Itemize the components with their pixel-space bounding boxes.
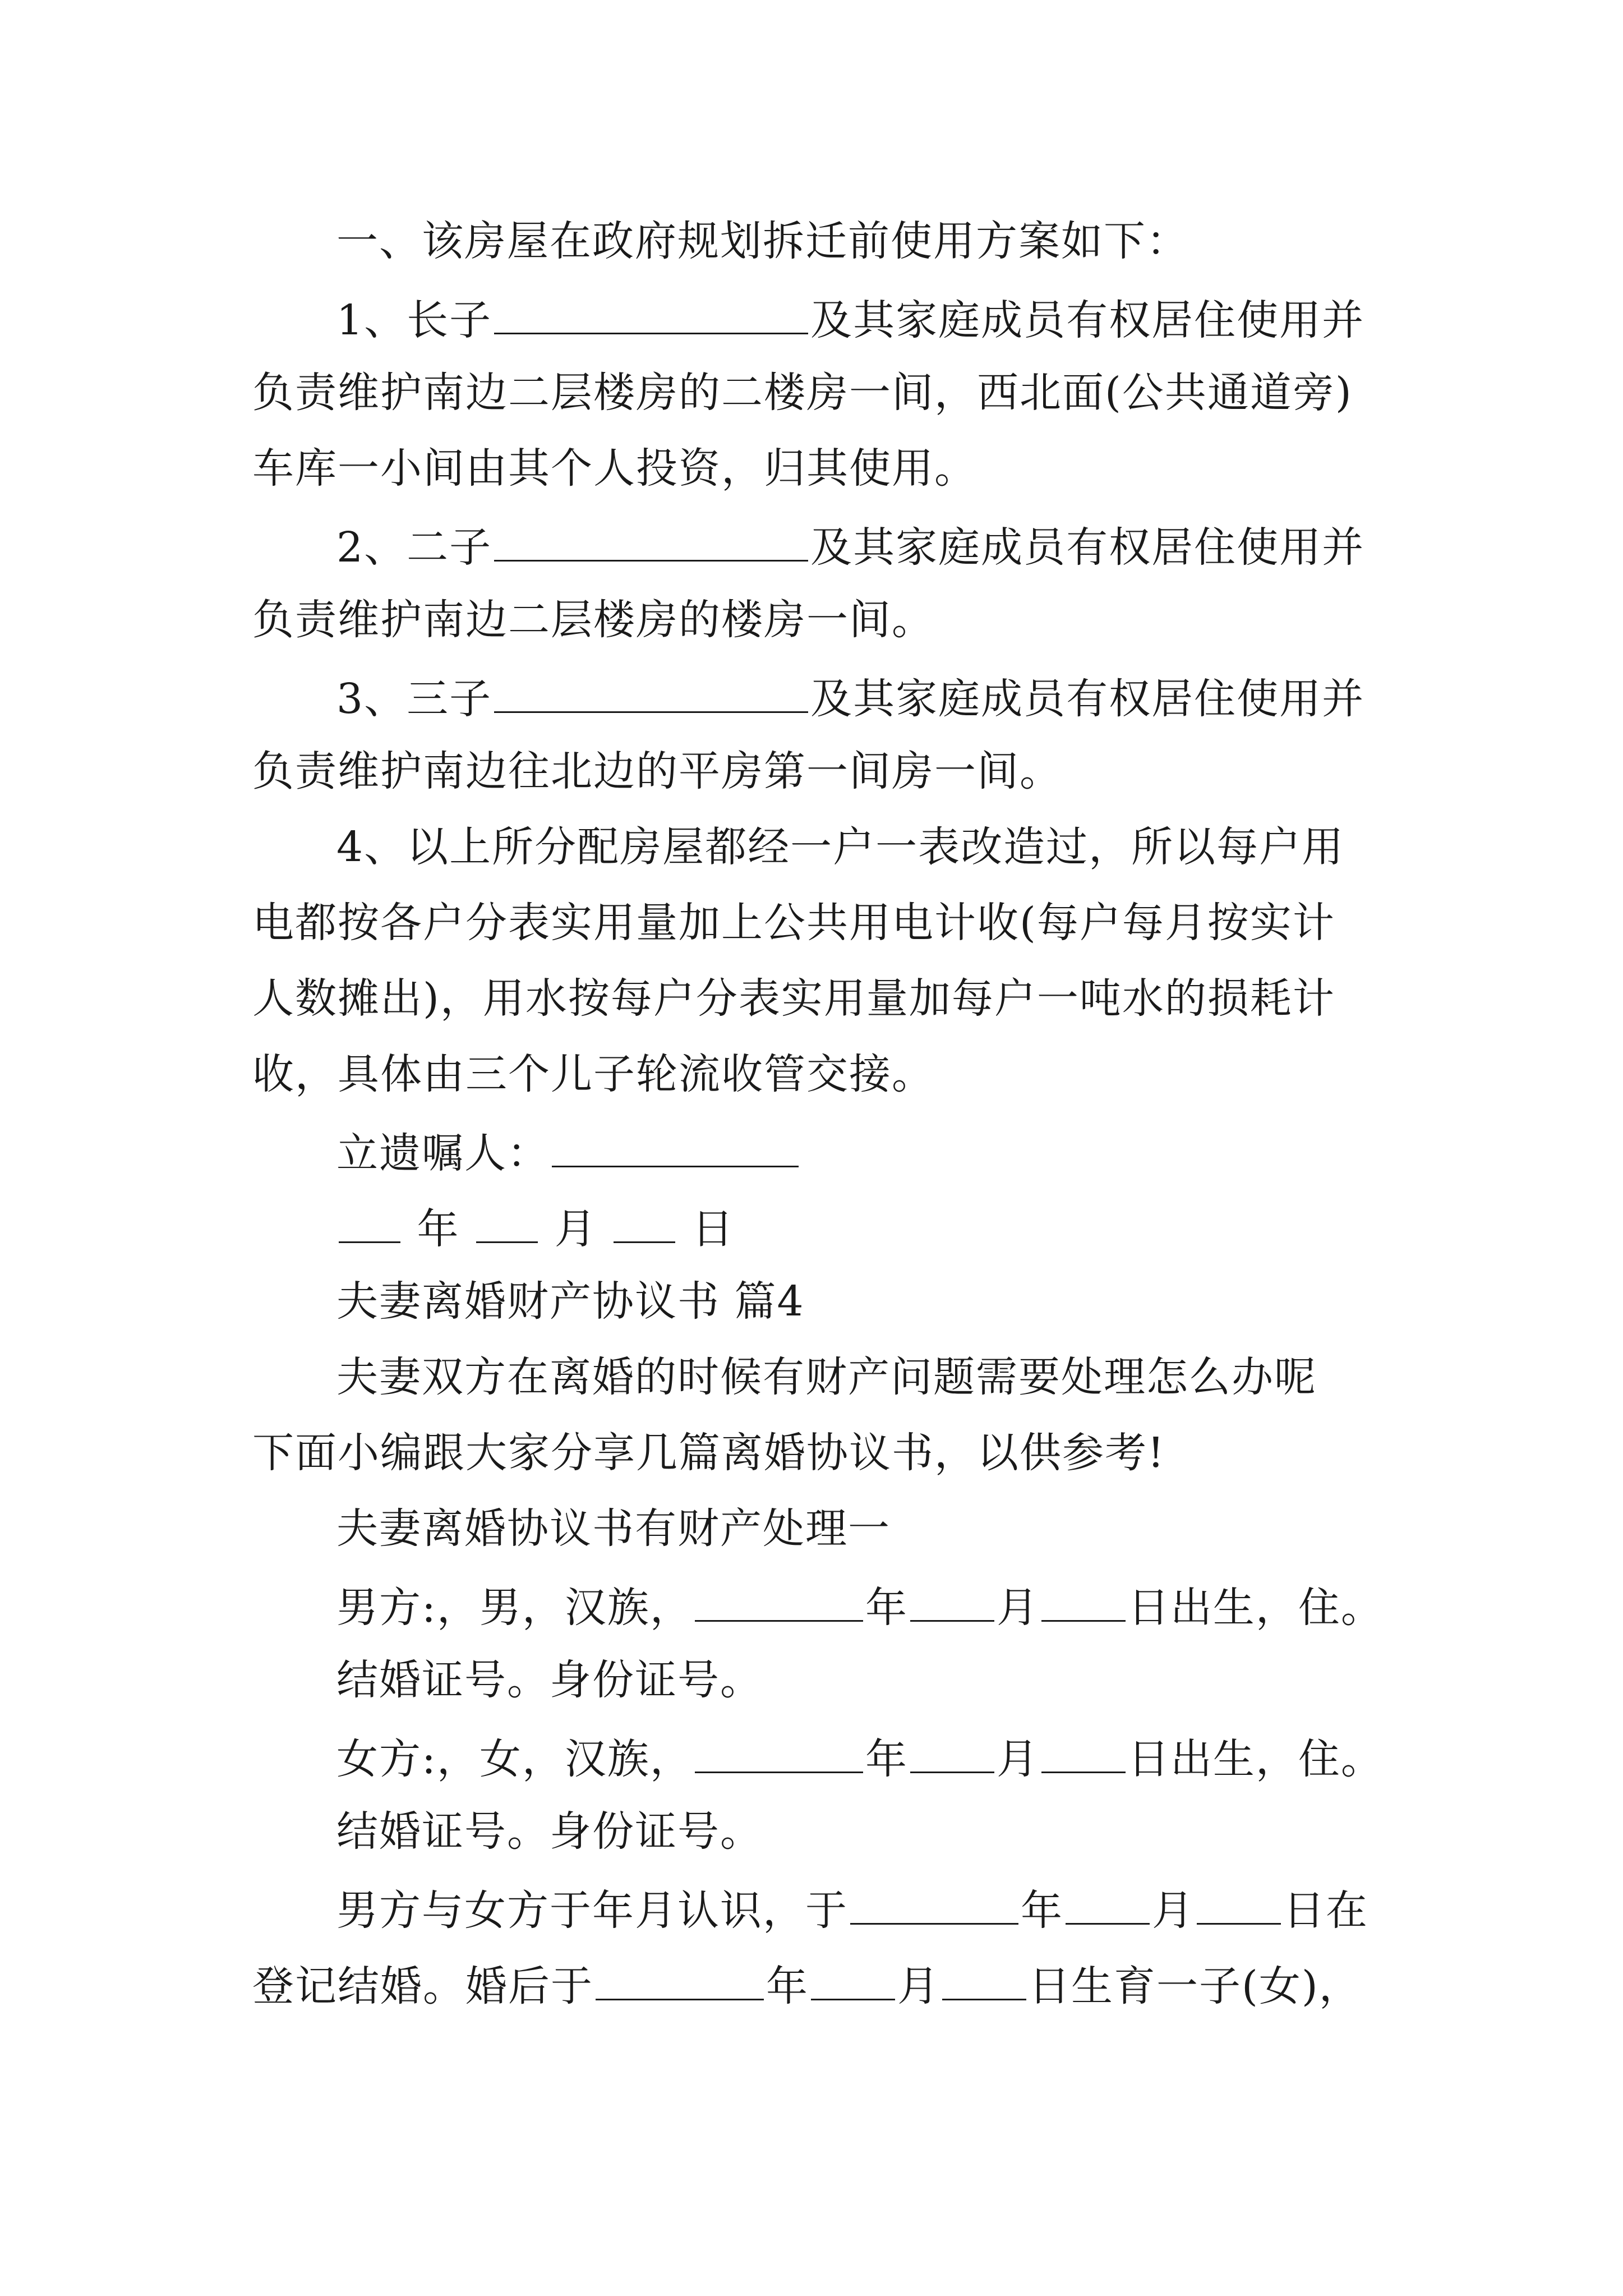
fill-in-blank [942,1955,1026,2000]
fill-in-blank [910,1576,994,1622]
line-text: 3、三子 [336,675,492,723]
text-line-1 [336,213,1189,269]
text-line-8 [252,743,1062,799]
line-text: 电都按各户分表实用量加上公共用电计收(每户每月按实计 [252,899,1335,947]
text-line-24 [252,1955,1362,2014]
text-line-20 [336,1652,763,1708]
line-text: 负责维护南边二层楼房的二楼房一间，西北面(公共通道旁) [252,369,1353,417]
line-text: 及其家庭成员有权居住使用并 [810,675,1365,723]
text-line-18 [336,1501,891,1557]
text-line-14 [336,1198,735,1257]
text-line-10 [252,895,1335,951]
fill-in-blank [811,1955,895,2000]
line-text: 月 [996,1584,1039,1632]
line-text: 1、长子 [336,296,492,344]
line-text: 日生育一子(女)， [1029,1962,1362,2010]
fill-in-blank [1041,1728,1126,1773]
text-line-5 [336,516,1364,576]
text-line-15 [336,1273,805,1329]
line-text: 年 [865,1584,908,1632]
fill-in-blank [476,1198,538,1243]
line-text: 月 [996,1735,1039,1783]
fill-in-blank [1041,1576,1126,1622]
text-line-9 [336,819,1344,875]
line-text: 及其家庭成员有权居住使用并 [810,296,1365,344]
text-line-21 [336,1728,1384,1787]
line-text: 女方:，女，汉族， [336,1735,693,1783]
line-text: 立遗嘱人： [336,1129,550,1177]
text-line-6 [252,592,934,648]
text-line-4 [252,440,977,496]
fill-in-blank [695,1728,863,1773]
line-text: 夫妻离婚协议书有财产处理一 [336,1504,891,1553]
line-text: 人数摊出)，用水按每户分表实用量加每户一吨水的损耗计 [252,974,1335,1023]
fill-in-blank [596,1955,764,2000]
fill-in-blank [695,1576,863,1622]
line-text: 日出生，住。 [1127,1735,1384,1783]
fill-in-blank [494,289,808,334]
line-text: 负责维护南边往北边的平房第一间房一间。 [252,747,1062,795]
text-line-12 [252,1046,934,1102]
line-text: 负责维护南边二层楼房的楼房一间。 [252,596,934,644]
line-text: 男方与女方于年月认识，于 [336,1887,848,1935]
line-text: 男方:，男，汉族， [336,1584,693,1632]
line-text: 下面小编跟大家分享几篇离婚协议书，以供参考! [252,1429,1165,1477]
fill-in-blank [850,1879,1018,1925]
line-text: 日在 [1283,1887,1368,1935]
fill-in-blank [910,1728,994,1773]
fill-in-blank [1197,1879,1281,1925]
text-line-22 [336,1803,763,1860]
text-line-3 [252,365,1353,421]
text-line-2 [336,289,1364,348]
line-text: 月 [897,1962,940,2010]
line-text: 日 [677,1205,735,1253]
line-text: 结婚证号。身份证号。 [336,1656,763,1704]
line-text: 年 [403,1205,474,1253]
text-line-13 [336,1122,801,1181]
line-text: 收，具体由三个儿子轮流收管交接。 [252,1050,934,1098]
fill-in-blank [494,668,808,713]
fill-in-blank [1066,1879,1150,1925]
line-text: 2、二子 [336,523,492,572]
text-line-11 [252,970,1335,1027]
line-text: 夫妻离婚财产协议书 篇4 [336,1277,805,1326]
text-line-19 [336,1576,1384,1636]
text-line-17 [252,1425,1165,1481]
line-text: 年 [865,1735,908,1783]
text-line-16 [336,1349,1317,1405]
text-line-7 [336,668,1364,727]
line-text: 车库一小间由其个人投资，归其使用。 [252,444,977,493]
line-text: 月 [1152,1887,1195,1935]
line-text: 一、该房屋在政府规划拆迁前使用方案如下： [336,217,1189,265]
line-text: 年 [766,1962,809,2010]
line-text: 日出生，住。 [1127,1584,1384,1632]
line-text: 月 [540,1205,612,1253]
fill-in-blank [552,1122,799,1167]
fill-in-blank [339,1198,400,1243]
line-text: 夫妻双方在离婚的时候有财产问题需要处理怎么办呢 [336,1353,1317,1401]
line-text: 及其家庭成员有权居住使用并 [810,523,1365,572]
line-text: 年 [1021,1887,1063,1935]
line-text: 登记结婚。婚后于 [252,1962,593,2010]
line-text: 结婚证号。身份证号。 [336,1807,763,1856]
fill-in-blank [614,1198,675,1243]
fill-in-blank [494,516,808,562]
text-line-23 [336,1879,1368,1939]
line-text: 4、以上所分配房屋都经一户一表改造过，所以每户用 [336,823,1345,871]
